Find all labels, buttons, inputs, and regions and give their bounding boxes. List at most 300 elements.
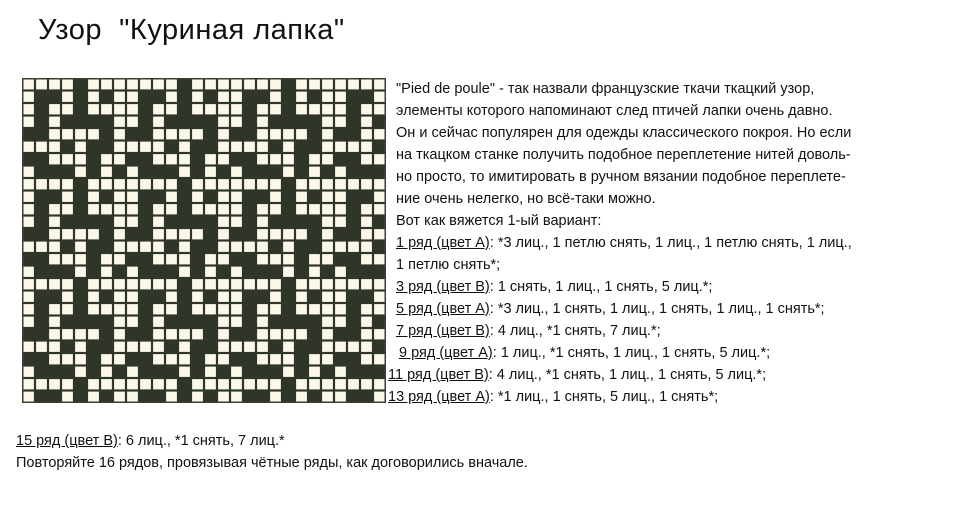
pattern-cell-light xyxy=(75,254,86,264)
pattern-cell-light xyxy=(62,354,73,364)
pattern-cell-light xyxy=(257,217,268,227)
pattern-cell-light xyxy=(88,292,99,302)
instruction-row-1 xyxy=(396,232,944,254)
pattern-cell-light xyxy=(179,342,190,352)
pattern-cell-light xyxy=(257,342,268,352)
pattern-cell-light xyxy=(270,279,281,289)
instruction-row-9 xyxy=(396,342,944,364)
pattern-cell-light xyxy=(62,92,73,102)
pattern-cell-light xyxy=(283,142,294,152)
pattern-cell-light xyxy=(62,204,73,214)
pattern-cell-light xyxy=(283,329,294,339)
pattern-cell-light xyxy=(62,129,73,139)
pattern-cell-light xyxy=(322,292,333,302)
pattern-cell-light xyxy=(75,129,86,139)
pattern-cell-light xyxy=(231,342,242,352)
pattern-cell-light xyxy=(348,142,359,152)
pattern-cell-light xyxy=(114,154,125,164)
pattern-cell-light xyxy=(361,117,372,127)
pattern-cell-light xyxy=(309,267,320,277)
pattern-cell-light xyxy=(335,304,346,314)
pattern-cell-light xyxy=(49,129,60,139)
pattern-cell-light xyxy=(257,142,268,152)
intro-line: на ткацком станке получить подобное переплетение нитей доволь- xyxy=(396,147,851,163)
pattern-cell-light xyxy=(270,192,281,202)
pattern-cell-light xyxy=(231,92,242,102)
pattern-cell-light xyxy=(218,292,229,302)
pattern-cell-light xyxy=(218,229,229,239)
pattern-cell-light xyxy=(88,92,99,102)
pattern-cell-light xyxy=(75,367,86,377)
row-label: 13 ряд (цвет А) xyxy=(388,389,490,405)
pattern-cell-light xyxy=(231,392,242,402)
pattern-cell-light xyxy=(23,342,34,352)
pattern-cell-light xyxy=(166,392,177,402)
pattern-cell-light xyxy=(23,292,34,302)
pattern-cell-light xyxy=(348,379,359,389)
pattern-cell-light xyxy=(283,229,294,239)
pattern-cell-light xyxy=(153,229,164,239)
pattern-cell-light xyxy=(296,129,307,139)
pattern-cell-light xyxy=(231,367,242,377)
pattern-cell-light xyxy=(192,192,203,202)
pattern-cell-light xyxy=(335,79,346,89)
pattern-cell-light xyxy=(88,104,99,114)
pattern-cell-light xyxy=(49,104,60,114)
pattern-cell-light xyxy=(231,192,242,202)
pattern-cell-light xyxy=(218,142,229,152)
pattern-cell-light xyxy=(218,304,229,314)
pattern-cell-light xyxy=(205,79,216,89)
pattern-cell-light xyxy=(218,154,229,164)
intro-line: элементы которого напоминают след птичей лапки очень давно. xyxy=(396,103,833,119)
repeat-note: Повторяйте 16 рядов, провязывая чётные ряды, как договорились вначале. xyxy=(16,455,528,471)
pattern-cell-light xyxy=(49,117,60,127)
pattern-cell-light xyxy=(36,242,47,252)
pattern-cell-light xyxy=(296,229,307,239)
pattern-cell-light xyxy=(127,267,138,277)
pattern-cell-light xyxy=(166,254,177,264)
pattern-cell-light xyxy=(36,342,47,352)
pattern-cell-light xyxy=(192,79,203,89)
pattern-cell-light xyxy=(335,179,346,189)
pattern-cell-light xyxy=(88,79,99,89)
pattern-cell-light xyxy=(205,304,216,314)
pattern-cell-light xyxy=(322,129,333,139)
pattern-cell-light xyxy=(140,279,151,289)
pattern-cell-light xyxy=(114,229,125,239)
pattern-cell-light xyxy=(179,329,190,339)
pattern-cell-light xyxy=(283,354,294,364)
pattern-cell-light xyxy=(75,154,86,164)
pattern-cell-light xyxy=(335,192,346,202)
pattern-cell-light xyxy=(49,79,60,89)
pattern-cell-light xyxy=(101,354,112,364)
pattern-cell-light xyxy=(114,192,125,202)
pattern-cell-light xyxy=(114,279,125,289)
pattern-cell-light xyxy=(114,329,125,339)
pattern-cell-light xyxy=(218,129,229,139)
pattern-cell-light xyxy=(179,229,190,239)
row-label: 3 ряд (цвет В) xyxy=(396,279,490,295)
pattern-cell-light xyxy=(75,242,86,252)
pattern-cell-light xyxy=(36,279,47,289)
pattern-cell-light xyxy=(309,254,320,264)
pattern-cell-light xyxy=(192,392,203,402)
pattern-cell-light xyxy=(166,304,177,314)
pattern-cell-light xyxy=(335,279,346,289)
pattern-cell-light xyxy=(179,129,190,139)
pattern-cell-light xyxy=(62,229,73,239)
pattern-cell-light xyxy=(361,342,372,352)
pattern-cell-light xyxy=(153,104,164,114)
pattern-cell-light xyxy=(127,179,138,189)
pattern-cell-light xyxy=(23,104,34,114)
pattern-cell-light xyxy=(257,79,268,89)
pattern-cell-light xyxy=(127,192,138,202)
pattern-cell-light xyxy=(296,179,307,189)
pattern-cell-light xyxy=(374,254,385,264)
pattern-grid xyxy=(22,78,386,403)
pattern-cell-light xyxy=(257,379,268,389)
pattern-cell-light xyxy=(361,242,372,252)
pattern-cell-light xyxy=(309,167,320,177)
pattern-cell-light xyxy=(179,167,190,177)
pattern-cell-light xyxy=(36,142,47,152)
pattern-cell-light xyxy=(192,329,203,339)
pattern-cell-light xyxy=(257,242,268,252)
pattern-cell-light xyxy=(127,204,138,214)
pattern-cell-light xyxy=(218,329,229,339)
instruction-row-5 xyxy=(396,298,944,320)
pattern-cell-light xyxy=(257,204,268,214)
pattern-cell-light xyxy=(283,154,294,164)
pattern-cell-light xyxy=(257,279,268,289)
pattern-cell-light xyxy=(309,204,320,214)
pattern-cell-light xyxy=(257,354,268,364)
pattern-cell-light xyxy=(374,79,385,89)
pattern-cell-light xyxy=(114,379,125,389)
pattern-cell-light xyxy=(114,217,125,227)
pattern-cell-light xyxy=(75,142,86,152)
pattern-cell-light xyxy=(166,329,177,339)
pattern-cell-light xyxy=(322,304,333,314)
intro-line: ние очень нелегко, но всё-таки можно. xyxy=(396,191,656,207)
pattern-cell-light xyxy=(244,379,255,389)
pattern-cell-light xyxy=(153,142,164,152)
pattern-cell-light xyxy=(49,142,60,152)
pattern-cell-light xyxy=(49,204,60,214)
pattern-cell-light xyxy=(335,104,346,114)
pattern-cell-light xyxy=(244,242,255,252)
pattern-cell-light xyxy=(127,117,138,127)
pattern-cell-light xyxy=(49,229,60,239)
pattern-cell-light xyxy=(205,204,216,214)
pattern-cell-light xyxy=(127,79,138,89)
pattern-cell-light xyxy=(322,117,333,127)
pattern-cell-light xyxy=(374,179,385,189)
pattern-cell-light xyxy=(374,92,385,102)
pattern-cell-light xyxy=(49,242,60,252)
pattern-cell-light xyxy=(231,142,242,152)
pattern-cell-light xyxy=(192,229,203,239)
pattern-cell-light xyxy=(348,279,359,289)
pattern-cell-light xyxy=(23,79,34,89)
pattern-cell-light xyxy=(114,129,125,139)
pattern-cell-light xyxy=(270,392,281,402)
pattern-cell-light xyxy=(270,154,281,164)
pattern-cell-light xyxy=(296,392,307,402)
pattern-cell-light xyxy=(361,154,372,164)
pattern-cell-light xyxy=(127,167,138,177)
pattern-cell-light xyxy=(348,79,359,89)
pattern-cell-light xyxy=(140,142,151,152)
pattern-cell-light xyxy=(205,267,216,277)
pattern-cell-light xyxy=(218,204,229,214)
pattern-cell-light xyxy=(179,242,190,252)
pattern-cell-light xyxy=(101,179,112,189)
pattern-cell-light xyxy=(153,117,164,127)
pattern-cell-light xyxy=(270,379,281,389)
pattern-cell-light xyxy=(309,379,320,389)
pattern-cell-light xyxy=(335,267,346,277)
pattern-cell-light xyxy=(127,367,138,377)
pattern-cell-light xyxy=(166,204,177,214)
pattern-cell-light xyxy=(322,279,333,289)
pattern-cell-light xyxy=(49,279,60,289)
pattern-cell-light xyxy=(49,379,60,389)
pattern-cell-light xyxy=(335,379,346,389)
pattern-cell-light xyxy=(335,142,346,152)
pattern-cell-light xyxy=(88,279,99,289)
pattern-cell-light xyxy=(62,392,73,402)
pattern-cell-light xyxy=(257,304,268,314)
pattern-cell-light xyxy=(218,279,229,289)
pattern-cell-light xyxy=(218,117,229,127)
pattern-cell-light xyxy=(257,329,268,339)
pattern-cell-light xyxy=(361,217,372,227)
pattern-cell-light xyxy=(205,179,216,189)
pattern-cell-light xyxy=(374,354,385,364)
pattern-cell-light xyxy=(270,204,281,214)
pattern-cell-light xyxy=(322,92,333,102)
pattern-cell-light xyxy=(23,392,34,402)
pattern-cell-light xyxy=(75,342,86,352)
pattern-cell-light xyxy=(335,204,346,214)
pattern-cell-light xyxy=(218,192,229,202)
pattern-cell-light xyxy=(309,304,320,314)
row-text: : *3 лиц., 1 петлю снять, 1 лиц., 1 петлю снять, 1 лиц., xyxy=(489,235,852,251)
pattern-cell-light xyxy=(114,292,125,302)
pattern-cell-light xyxy=(231,304,242,314)
pattern-cell-light xyxy=(36,79,47,89)
pattern-cell-light xyxy=(101,204,112,214)
pattern-cell-light xyxy=(62,329,73,339)
pattern-cell-light xyxy=(374,204,385,214)
pattern-cell-light xyxy=(75,167,86,177)
pattern-cell-light xyxy=(62,379,73,389)
pattern-cell-light xyxy=(153,204,164,214)
instruction-row-7 xyxy=(396,320,944,342)
pattern-cell-light xyxy=(166,154,177,164)
pattern-cell-light xyxy=(192,92,203,102)
row-label: 1 ряд (цвет А) xyxy=(396,235,490,251)
description xyxy=(388,78,944,408)
pattern-cell-light xyxy=(88,379,99,389)
pattern-cell-light xyxy=(309,104,320,114)
pattern-cell-light xyxy=(244,279,255,289)
pattern-cell-light xyxy=(153,379,164,389)
pattern-cell-light xyxy=(348,242,359,252)
pattern-cell-light xyxy=(114,179,125,189)
pattern-cell-light xyxy=(244,79,255,89)
pattern-cell-light xyxy=(205,379,216,389)
pattern-cell-light xyxy=(88,179,99,189)
pattern-cell-light xyxy=(218,379,229,389)
pattern-cell-light xyxy=(218,342,229,352)
pattern-cell-light xyxy=(361,204,372,214)
pattern-cell-light xyxy=(374,329,385,339)
pattern-cell-light xyxy=(88,304,99,314)
row-text: : 1 снять, 1 лиц., 1 снять, 5 лиц.*; xyxy=(489,279,713,295)
pattern-cell-light xyxy=(179,354,190,364)
pattern-cell-light xyxy=(114,117,125,127)
pattern-cell-light xyxy=(322,242,333,252)
pattern-cell-light xyxy=(153,254,164,264)
pattern-cell-light xyxy=(153,342,164,352)
pattern-cell-light xyxy=(361,304,372,314)
pattern-cell-light xyxy=(153,79,164,89)
pattern-cell-light xyxy=(335,117,346,127)
pattern-cell-light xyxy=(114,254,125,264)
row-label: 11 ряд (цвет В) xyxy=(388,367,489,383)
pattern-cell-light xyxy=(374,154,385,164)
pattern-cell-light xyxy=(231,317,242,327)
pattern-cell-light xyxy=(257,229,268,239)
pattern-cell-light xyxy=(322,329,333,339)
pattern-cell-light xyxy=(127,142,138,152)
pattern-cell-light xyxy=(231,104,242,114)
pattern-cell-light xyxy=(322,217,333,227)
pattern-cell-light xyxy=(127,217,138,227)
pattern-cell-light xyxy=(296,379,307,389)
pattern-cell-light xyxy=(36,379,47,389)
pattern-cell-light xyxy=(23,242,34,252)
pattern-cell-light xyxy=(23,204,34,214)
pattern-cell-light xyxy=(88,329,99,339)
pattern-cell-light xyxy=(322,204,333,214)
pattern-cell-light xyxy=(49,342,60,352)
intro-line: Вот как вяжется 1-ый вариант: xyxy=(396,213,602,229)
pattern-cell-light xyxy=(257,154,268,164)
pattern-cell-light xyxy=(218,179,229,189)
pattern-cell-light xyxy=(101,304,112,314)
pattern-cell-light xyxy=(374,192,385,202)
pattern-cell-light xyxy=(244,179,255,189)
pattern-cell-light xyxy=(374,292,385,302)
pattern-cell-light xyxy=(218,242,229,252)
instruction-row-13 xyxy=(388,386,944,408)
pattern-cell-light xyxy=(192,204,203,214)
pattern-cell-light xyxy=(296,304,307,314)
pattern-cell-light xyxy=(257,104,268,114)
knitting-pattern-chart xyxy=(22,78,386,403)
pattern-cell-light xyxy=(322,254,333,264)
pattern-cell-light xyxy=(231,167,242,177)
pattern-cell-light xyxy=(101,167,112,177)
pattern-cell-light xyxy=(153,329,164,339)
pattern-cell-light xyxy=(257,317,268,327)
pattern-cell-light xyxy=(127,342,138,352)
pattern-cell-light xyxy=(49,179,60,189)
pattern-cell-light xyxy=(335,392,346,402)
row-label: 15 ряд (цвет В) xyxy=(16,433,118,449)
pattern-cell-light xyxy=(192,304,203,314)
pattern-cell-light xyxy=(36,179,47,189)
pattern-cell-light xyxy=(335,92,346,102)
pattern-cell-light xyxy=(322,317,333,327)
pattern-cell-light xyxy=(166,292,177,302)
pattern-cell-light xyxy=(114,204,125,214)
pattern-cell-light xyxy=(23,279,34,289)
pattern-cell-light xyxy=(166,79,177,89)
pattern-cell-light xyxy=(231,292,242,302)
pattern-cell-light xyxy=(62,304,73,314)
pattern-cell-light xyxy=(101,104,112,114)
pattern-cell-light xyxy=(296,92,307,102)
pattern-cell-light xyxy=(283,267,294,277)
pattern-cell-light xyxy=(179,367,190,377)
pattern-cell-light xyxy=(322,179,333,189)
pattern-cell-light xyxy=(270,104,281,114)
pattern-cell-light xyxy=(114,92,125,102)
pattern-cell-light xyxy=(348,342,359,352)
pattern-cell-light xyxy=(166,104,177,114)
pattern-cell-light xyxy=(114,304,125,314)
pattern-cell-light xyxy=(114,104,125,114)
pattern-cell-light xyxy=(101,154,112,164)
pattern-cell-light xyxy=(231,217,242,227)
pattern-cell-light xyxy=(218,354,229,364)
pattern-cell-light xyxy=(101,79,112,89)
row-text: : 4 лиц., *1 снять, 7 лиц.*; xyxy=(489,323,661,339)
pattern-cell-light xyxy=(283,129,294,139)
pattern-cell-light xyxy=(309,367,320,377)
pattern-cell-light xyxy=(335,317,346,327)
pattern-cell-light xyxy=(153,304,164,314)
pattern-cell-light xyxy=(127,392,138,402)
pattern-cell-light xyxy=(62,154,73,164)
pattern-cell-light xyxy=(322,229,333,239)
pattern-cell-light xyxy=(23,117,34,127)
pattern-cell-light xyxy=(114,354,125,364)
pattern-cell-light xyxy=(101,254,112,264)
pattern-cell-light xyxy=(270,354,281,364)
pattern-cell-light xyxy=(166,354,177,364)
pattern-cell-light xyxy=(127,292,138,302)
pattern-cell-light xyxy=(49,304,60,314)
pattern-cell-light xyxy=(361,179,372,189)
pattern-cell-light xyxy=(23,142,34,152)
pattern-cell-light xyxy=(335,217,346,227)
pattern-cell-light xyxy=(75,229,86,239)
pattern-cell-light xyxy=(49,254,60,264)
pattern-cell-light xyxy=(231,267,242,277)
pattern-cell-light xyxy=(192,292,203,302)
intro-line: но просто, то имитировать в ручном вязании подобное переплете- xyxy=(396,169,846,185)
pattern-cell-light xyxy=(231,204,242,214)
pattern-cell-light xyxy=(361,142,372,152)
